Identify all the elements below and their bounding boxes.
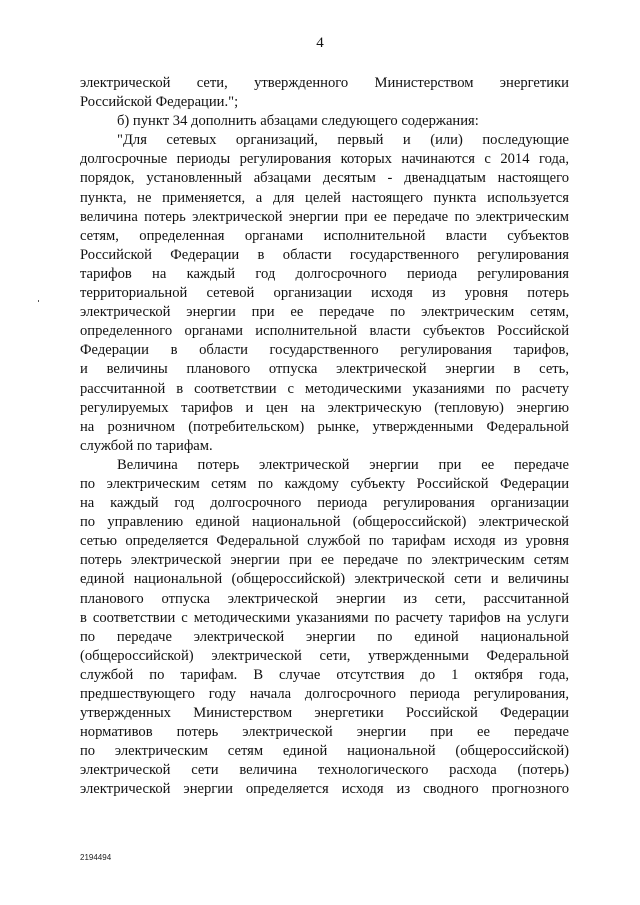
text-line: пункта, не применяется, а для целей настоящего пункта используется — [80, 189, 569, 206]
text-line: и величины планового отпуска электрической энергии в сеть, — [80, 361, 569, 378]
text-line: долгосрочные периоды регулирования которых начинаются с 2014 года, — [80, 151, 569, 168]
text-line: Российской Федерации."; — [80, 94, 239, 111]
text-line: предшествующего году начала долгосрочного периода регулирования, — [80, 686, 569, 702]
text-line: рассчитанной в соответствии с методическими указаниями по расчету — [80, 380, 569, 397]
text-line: определенного органами исполнительной власти субъектов Российской — [80, 323, 569, 340]
text-line: на розничном (потребительском) рынке, утвержденными Федеральной — [80, 418, 569, 435]
text-line: нормативов потерь электрической энергии при ее передаче — [80, 724, 569, 741]
text-line: сетям, определенная органами исполнительной власти субъектов — [80, 227, 569, 244]
text-line: по передаче электрической энергии по единой национальной — [80, 628, 569, 645]
page-number: 4 — [316, 35, 324, 51]
text-line: сетью определяется Федеральной службой по тарифам исходя из уровня — [80, 533, 569, 550]
text-line: электрической сети, утвержденного Министерством энергетики — [80, 75, 569, 91]
text-line: территориальной сетевой организации исходя из уровня потерь — [80, 285, 569, 302]
text-line: порядок, установленный абзацами десятым - двенадцатым настоящего — [80, 170, 569, 187]
text-line: по электрическим сетям единой национальной (общероссийской) — [80, 743, 569, 760]
text-line: электрической энергии определяется исходя из сводного прогнозного — [80, 781, 569, 798]
text-line: Величина потерь электрической энергии при ее передаче — [117, 456, 569, 473]
text-line: величина потерь электрической энергии при ее передаче по электрическим — [80, 208, 569, 225]
text-line: службой по тарифам. — [80, 437, 213, 454]
text-line: (общероссийской) электрической сети, утвержденными Федеральной — [80, 647, 569, 664]
text-line: по электрическим сетям по каждому субъекту Российской Федерации — [80, 475, 569, 492]
text-line: Российской Федерации в области государственного регулирования — [80, 246, 569, 263]
margin-mark — [38, 300, 39, 302]
text-line: потерь электрической энергии при ее передаче по электрическим сетям — [80, 552, 569, 569]
text-line: тарифов на каждый год долгосрочного периода регулирования — [80, 265, 569, 282]
text-line: службой по тарифам. В случае отсутствия до 1 октября года, — [80, 666, 569, 683]
text-line: утвержденных Министерством энергетики Российской Федерации — [80, 705, 569, 722]
text-line: на каждый год долгосрочного периода регулирования организации — [80, 495, 569, 512]
text-line: по управлению единой национальной (общероссийской) электрической — [80, 514, 569, 531]
text-line: электрической сети величина технологического расхода (потерь) — [80, 762, 569, 779]
text-line: в соответствии с методическими указаниями по расчету тарифов на услуги — [80, 609, 569, 626]
text-line: планового отпуска электрической энергии из сети, рассчитанной — [80, 590, 569, 607]
text-line: б) пункт 34 дополнить абзацами следующего содержания: — [117, 113, 479, 130]
text-line: электрической энергии при ее передаче по электрическим сетям, — [80, 304, 569, 321]
document-body — [80, 74, 569, 800]
text-line: регулируемых тарифов и цен на электрическую (тепловую) энергию — [80, 399, 569, 416]
text-line: Федерации в области государственного регулирования тарифов, — [80, 342, 569, 359]
document-code: 2194494 — [80, 853, 112, 862]
text-line: единой национальной (общероссийской) электрической сети и величины — [80, 571, 569, 588]
text-line: "Для сетевых организаций, первый и (или) последующие — [117, 132, 569, 149]
